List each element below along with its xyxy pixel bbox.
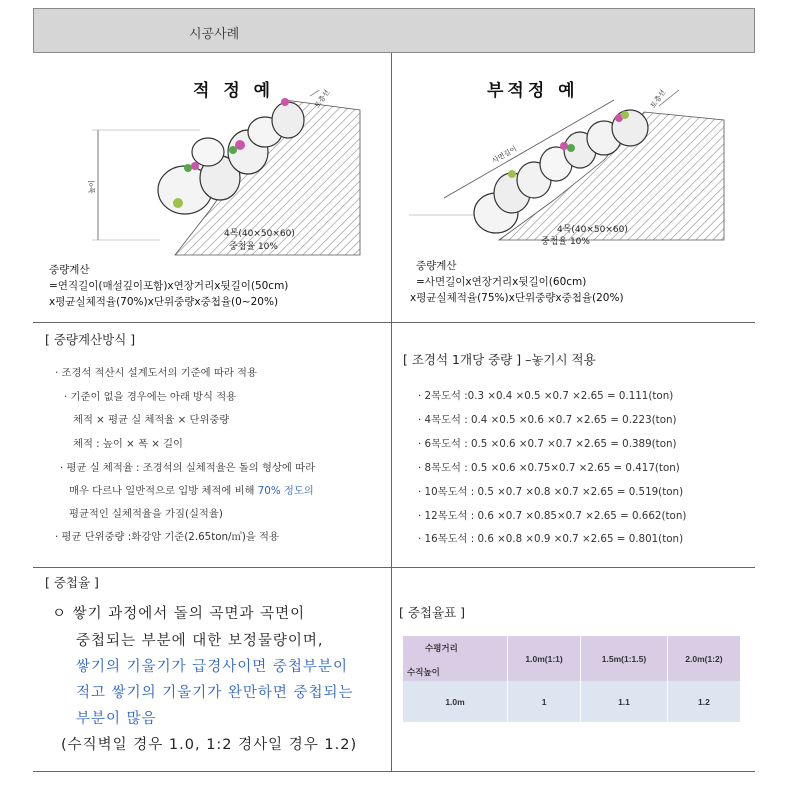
right-overlap-note: 중첩율 10% xyxy=(541,237,590,247)
shrub xyxy=(621,111,629,119)
corner-bottom-label: 수직높이 xyxy=(407,667,440,677)
method-line-6-text: 매우 다르나 일반적으로 입방 체적에 비해 xyxy=(69,485,258,497)
left-calc-title: 중량계산 xyxy=(49,264,90,276)
table-header-cell: 1.5m(1:1.5) xyxy=(581,636,668,681)
stone xyxy=(192,138,224,166)
left-overlap-note: 중첩율 10% xyxy=(229,242,278,252)
unit-weight-row: · 10목도석 : 0.5 ×0.7 ×0.8 ×0.7 ×2.65 = 0.519(ton) xyxy=(418,486,684,498)
overlap-table xyxy=(403,636,741,722)
corner-top-label: 수평거리 xyxy=(425,643,458,653)
table-header-row xyxy=(403,636,741,681)
right-slope-label: 토층선 xyxy=(649,88,668,110)
method-line-8: · 평균 단위중량 :화강암 기준(2.65ton/㎥)을 적용 xyxy=(55,531,279,543)
right-calc-formula-1: =사면길이x연장거리x뒷길이(60cm) xyxy=(416,276,587,288)
overlap-table-heading: [ 중첩율표 ] xyxy=(399,605,466,620)
unit-weight-row: · 8목도석 : 0.5 ×0.6 ×0.75×0.7 ×2.65 = 0.417(ton) xyxy=(418,462,680,474)
header-bar xyxy=(33,8,755,53)
shrub xyxy=(173,198,183,208)
right-calc-formula-2: x평균실체적율(75%)x단위중량x중첩율(20%) xyxy=(410,292,624,304)
method-line-5: · 평균 실 체적율 : 조경석의 실체적율은 돌의 형상에 따라 xyxy=(60,462,316,474)
method-line-1: · 조경석 적산시 설계도서의 기준에 따라 적용 xyxy=(55,367,257,379)
right-diagram-title: 부적정 예 xyxy=(487,81,579,101)
unit-weight-row: · 4목도석 : 0.4 ×0.5 ×0.6 ×0.7 ×2.65 = 0.223(ton) xyxy=(418,414,677,426)
overlap-line-4: 적고 쌓기의 기울기가 완만하면 중첩되는 xyxy=(76,685,354,701)
stone xyxy=(272,102,304,138)
divider-row-2 xyxy=(33,567,755,568)
shrub xyxy=(191,162,199,170)
right-size-note: 4목(40×50×60) xyxy=(557,225,628,235)
table-cell: 1 xyxy=(508,681,581,722)
unit-weight-heading: [ 조경석 1개당 중량 ] –놓기시 적용 xyxy=(403,352,596,367)
unit-weight-row: · 2목도석 :0.3 ×0.4 ×0.5 ×0.7 ×2.65 = 0.111(ton) xyxy=(418,390,674,402)
overlap-line-3: 쌓기의 기울기가 급경사이면 중첩부분이 xyxy=(76,659,348,675)
overlap-line-5: 부분이 많음 xyxy=(76,711,157,727)
shrub xyxy=(229,146,237,154)
table-header-cell: 1.0m(1:1) xyxy=(508,636,581,681)
overlap-line-2: 중첩되는 부분에 대한 보정물량이며, xyxy=(76,633,324,649)
right-calc-title: 중량계산 xyxy=(416,260,457,272)
table-corner-cell xyxy=(403,636,508,681)
shrub xyxy=(281,98,289,106)
method-line-4: 체적 : 높이 × 폭 × 길이 xyxy=(73,438,183,450)
shrub xyxy=(184,164,192,172)
method-line-6 xyxy=(69,482,314,497)
method-heading: [ 중량계산방식 ] xyxy=(45,332,136,347)
shrub xyxy=(508,170,516,178)
left-calc-formula-2: x평균실체적율(70%)x단위중량x중첩율(0~20%) xyxy=(49,296,279,308)
overlap-line-1: ㅇ 쌓기 과정에서 돌의 곡면과 곡면이 xyxy=(52,606,306,622)
overlap-line-6: (수직벽일 경우 1.0, 1:2 경사일 경우 1.2) xyxy=(61,737,358,753)
table-row-label: 1.0m xyxy=(403,681,508,722)
right-length-label: 사면길이 xyxy=(490,144,519,166)
left-slope-label: 토층선 xyxy=(313,88,332,110)
method-line-2: · 기준이 없을 경우에는 아래 방식 적용 xyxy=(64,391,237,403)
divider-bottom xyxy=(33,771,755,772)
shrub xyxy=(567,144,575,152)
unit-weight-row: · 6목도석 : 0.5 ×0.6 ×0.7 ×0.7 ×2.65 = 0.389(ton) xyxy=(418,438,677,450)
divider-row-1 xyxy=(33,322,755,323)
header-title: 시공사례 xyxy=(189,27,240,42)
unit-weight-row: · 12목도석 : 0.6 ×0.7 ×0.85×0.7 ×2.65 = 0.662(ton) xyxy=(418,510,687,522)
overlap-heading: [ 중첩율 ] xyxy=(45,575,99,590)
left-diagram-illustration xyxy=(60,90,370,260)
table-cell: 1.2 xyxy=(667,681,740,722)
table-header-cell: 2.0m(1:2) xyxy=(667,636,740,681)
divider-column xyxy=(391,53,392,771)
left-calc-formula-1: =연직길이(매설깊이포함)x연장거리x뒷길이(50cm) xyxy=(49,280,289,292)
shrub xyxy=(560,142,568,150)
left-height-label: 높이 xyxy=(87,180,96,194)
left-size-note: 4목(40×50×60) xyxy=(224,229,295,239)
left-diagram-title: 적 정 예 xyxy=(193,81,275,101)
table-row xyxy=(403,681,741,722)
method-line-3: 체적 × 평균 실 체적율 × 단위중량 xyxy=(73,414,230,426)
method-line-7: 평균적인 실체적율을 가짐(실적율) xyxy=(69,508,223,520)
table-cell: 1.1 xyxy=(581,681,668,722)
unit-weight-row: · 16목도석 : 0.6 ×0.8 ×0.9 ×0.7 ×2.65 = 0.801(ton) xyxy=(418,533,684,545)
method-line-6-highlight: 70% 정도의 xyxy=(257,485,314,497)
